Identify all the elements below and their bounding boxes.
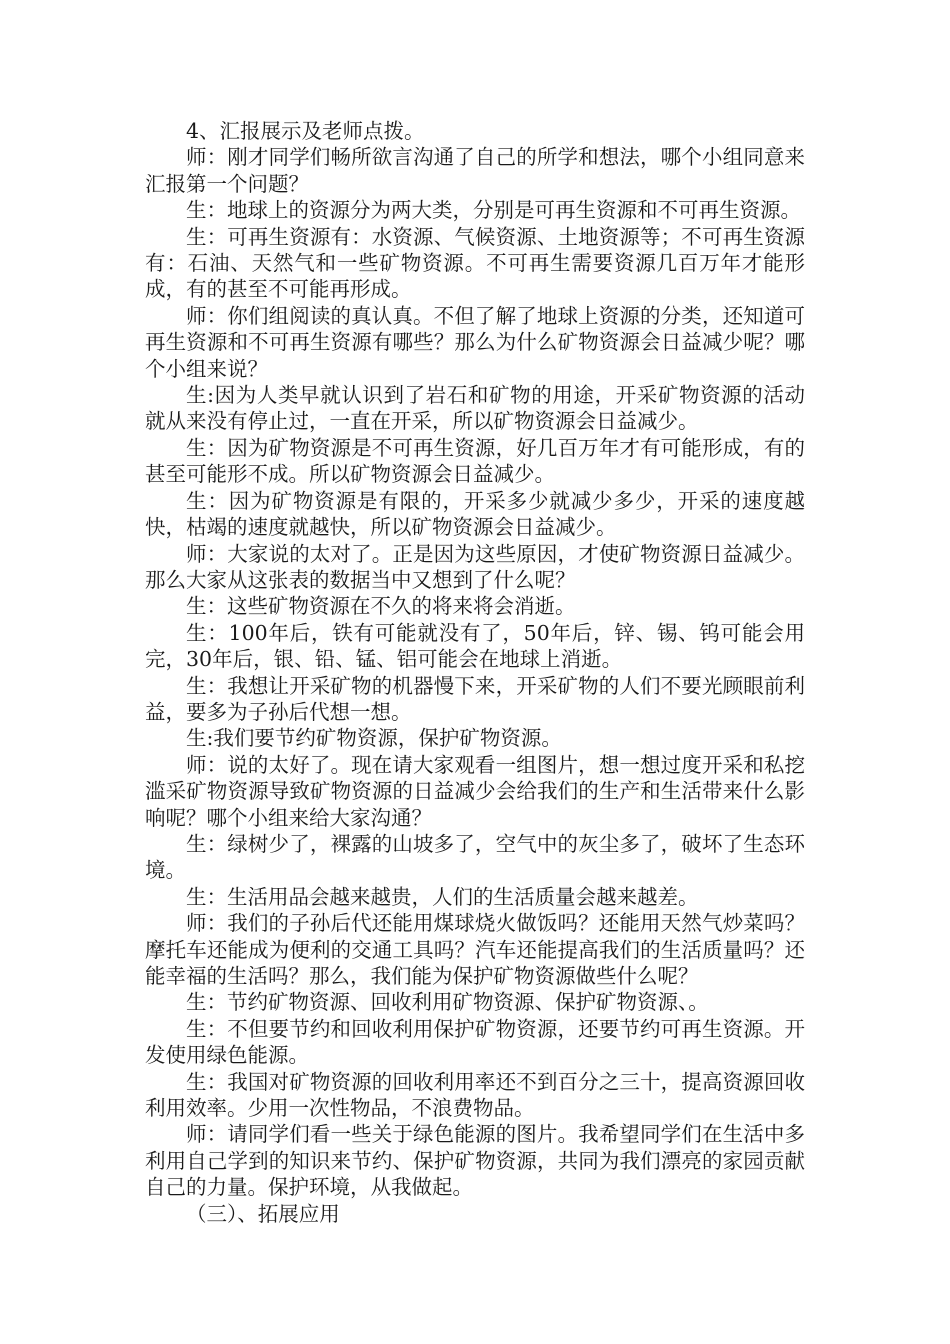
paragraph: 生:我们要节约矿物资源，保护矿物资源。 [186, 726, 562, 751]
paragraph: 生：100年后，铁有可能就没有了，50年后，锌、锡、钨可能会用完，30年后，银、铅、锰、铝可能会在地球上消逝。 [145, 620, 805, 672]
paragraph: 生：我国对矿物资源的回收利用率还不到百分之三十，提高资源回收利用效率。少用一次性物品，不浪费物品。 [145, 1069, 805, 1121]
paragraph: 师：请同学们看一些关于绿色能源的图片。我希望同学们在生活中多利用自己学到的知识来节约、保护矿物资源，共同为我们漂亮的家园贡献自己的力量。保护环境，从我做起。 [145, 1122, 805, 1200]
paragraph-section-heading: 4、汇报展示及老师点拨。 [186, 119, 425, 143]
paragraph: 师：我们的子孙后代还能用煤球烧火做饭吗？还能用天然气炒菜吗？摩托车还能成为便利的交通工具吗？汽车还能提高我们的生活质量吗？还能幸福的生活吗？那么，我们能为保护矿物资源做些什么呢？ [145, 911, 805, 988]
paragraph: 师：说的太好了。现在请大家观看一组图片，想一想过度开采和私挖滥采矿物资源导致矿物资源的日益减少会给我们的生产和生活带来什么影响呢？哪个小组来给大家沟通？ [145, 752, 805, 830]
paragraph: 生:因为人类早就认识到了岩石和矿物的用途，开采矿物资源的活动就从来没有停止过，一直在开采，所以矿物资源会日益减少。 [145, 383, 805, 434]
paragraph: 生：因为矿物资源是不可再生资源，好几百万年才有可能形成，有的甚至可能形不成。所以矿物资源会日益减少。 [145, 435, 805, 487]
paragraph: 生：因为矿物资源是有限的，开采多少就减少多少，开采的速度越快，枯竭的速度就越快，所以矿物资源会日益减少。 [145, 488, 805, 540]
paragraph: 生：节约矿物资源、回收利用矿物资源、保护矿物资源、。 [186, 990, 709, 1015]
paragraph: 生：不但要节约和回收利用保护矿物资源，还要节约可再生资源。开发使用绿色能源。 [145, 1016, 805, 1068]
paragraph: 师：你们组阅读的真认真。不但了解了地球上资源的分类，还知道可再生资源和不可再生资源有哪些？那么为什么矿物资源会日益减少呢？哪个小组来说？ [145, 303, 805, 381]
paragraph: 生：绿树少了，裸露的山坡多了，空气中的灰尘多了，破坏了生态环境。 [145, 831, 805, 883]
paragraph: 生：生活用品会越来越贵，人们的生活质量会越来越差。 [186, 884, 699, 909]
paragraph: 师：大家说的太对了。正是因为这些原因，才使矿物资源日益减少。那么大家从这张表的数据当中又想到了什么呢？ [145, 541, 805, 592]
paragraph: 生：地球上的资源分为两大类，分别是可再生资源和不可再生资源。 [186, 198, 801, 223]
document-body [145, 118, 805, 1227]
paragraph: 师：刚才同学们畅所欲言沟通了自己的所学和想法，哪个小组同意来汇报第一个问题？ [145, 145, 805, 196]
paragraph: 生：我想让开采矿物的机器慢下来，开采矿物的人们不要光顾眼前利益，要多为子孙后代想一想。 [145, 673, 805, 724]
paragraph: 生：可再生资源有：水资源、气候资源、土地资源等；不可再生资源有：石油、天然气和一些矿物资源。不可再生需要资源几百万年才能形成，有的甚至不可能再形成。 [145, 224, 805, 302]
paragraph: 生：这些矿物资源在不久的将来将会消逝。 [186, 594, 576, 619]
paragraph-section-heading: （三）、拓展应用 [186, 1201, 340, 1226]
